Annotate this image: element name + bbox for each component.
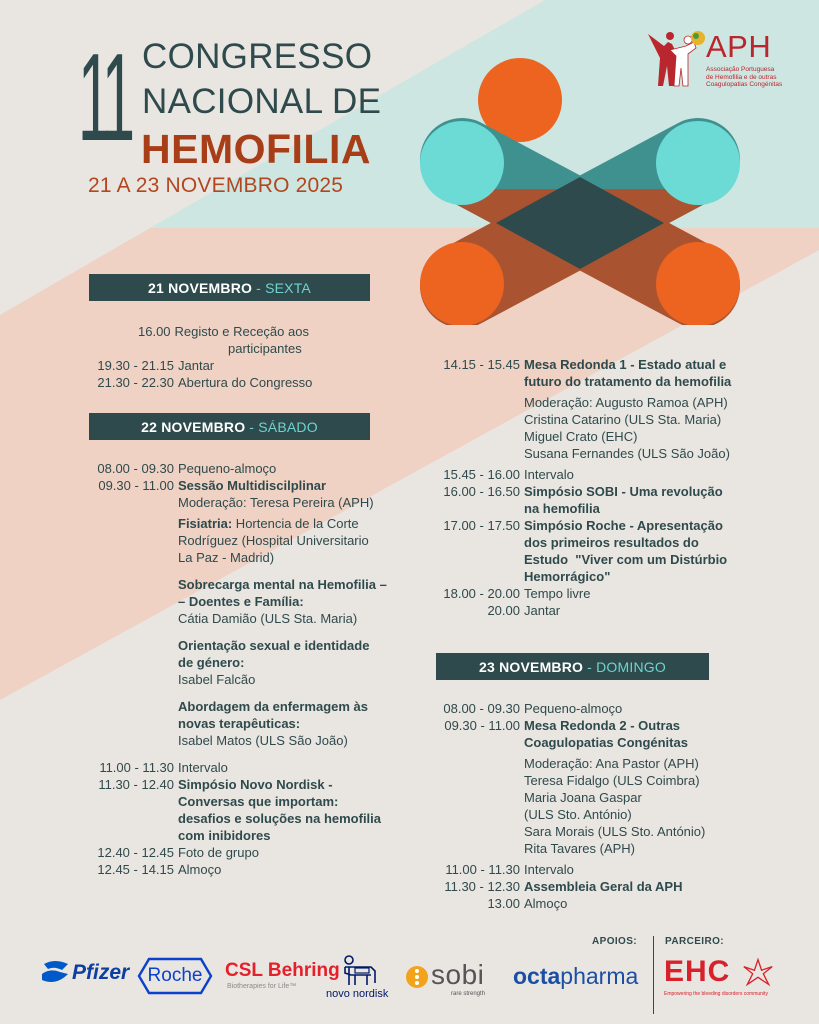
day-weekday xyxy=(249,419,318,435)
item-title: Almoço xyxy=(178,862,222,877)
pharma-wordmark: pharma xyxy=(560,963,639,989)
item-title: Mesa Redonda 1 - Estado atual e xyxy=(524,357,727,372)
panelist: Rita Tavares (APH) xyxy=(524,841,636,856)
item-title-cont: Conversas que importam: xyxy=(178,794,339,809)
topic-speaker: Isabel Matos (ULS São João) xyxy=(178,733,348,748)
topic xyxy=(178,515,420,566)
day-sep: - xyxy=(256,279,266,296)
item-title: Simpósio Novo Nordisk - xyxy=(178,777,333,792)
spacer xyxy=(90,323,138,340)
schedule-item xyxy=(90,759,420,776)
schedule-item xyxy=(90,357,380,374)
schedule-item xyxy=(436,717,806,734)
schedule-item xyxy=(90,477,420,494)
topic-speaker: Cátia Damião (ULS Sta. Maria) xyxy=(178,611,358,626)
edition-number-box xyxy=(78,36,136,164)
schedule-item xyxy=(436,466,806,483)
item-title: Assembleia Geral da APH xyxy=(524,879,683,894)
schedule-item xyxy=(436,483,806,500)
schedule-item xyxy=(436,585,806,602)
spacer xyxy=(90,688,420,698)
topic-label: Abordagem da enfermagem às xyxy=(178,699,369,714)
spacer xyxy=(90,749,420,759)
ehc-star-icon xyxy=(740,956,776,988)
aph-figures-icon xyxy=(646,28,706,88)
item-time: 15.45 - 16.00 xyxy=(443,467,520,482)
item-title: Foto de grupo xyxy=(178,845,259,860)
item-title: Almoço xyxy=(524,896,568,911)
day-weekday xyxy=(256,280,311,296)
item-title: Intervalo xyxy=(524,467,574,482)
item-time: 16.00 xyxy=(138,324,171,339)
item-title: Pequeno-almoço xyxy=(524,701,623,716)
item-time: 21.30 - 22.30 xyxy=(97,375,174,390)
item-time: 13.00 xyxy=(487,896,520,911)
roche-logo xyxy=(137,957,213,995)
aph-name-line: Associação Portuguesa xyxy=(706,66,775,73)
day-date: 22 NOVEMBRO xyxy=(141,418,246,435)
schedule-item xyxy=(90,374,380,391)
item-title-cont: na hemofilia xyxy=(524,501,600,516)
item-time: 11.00 - 11.30 xyxy=(99,760,174,775)
supports-label: APOIOS: xyxy=(592,936,638,947)
item-title-cont: dos primeiros resultados do xyxy=(524,535,699,550)
topic-label: novas terapêuticas: xyxy=(178,716,301,731)
sobi-tagline: rare strength xyxy=(451,991,486,997)
topic-label: Orientação sexual e identidade xyxy=(178,638,370,653)
octa-wordmark: octa xyxy=(513,963,561,989)
title-hemofilia: HEMOFILIA xyxy=(141,126,371,172)
item-time: 20.00 xyxy=(487,603,520,618)
schedule-item xyxy=(436,356,806,373)
partner-label: PARCEIRO: xyxy=(665,936,724,947)
left-teal-circle xyxy=(420,121,504,205)
day-header-21 xyxy=(89,274,370,301)
panelist: Moderação: Augusto Ramoa (APH) xyxy=(524,395,728,410)
novo-wordmark: novo nordisk xyxy=(326,988,389,1000)
moderation: Moderação: Teresa Pereira (APH) xyxy=(178,495,374,510)
panelist: (ULS Sto. António) xyxy=(524,807,632,822)
topic-speaker-line: La Paz - Madrid) xyxy=(178,550,275,565)
item-title: Jantar xyxy=(524,603,561,618)
item-title: Mesa Redonda 2 - Outras xyxy=(524,718,681,733)
item-time: 12.40 - 12.45 xyxy=(97,845,174,860)
item-time: 08.00 - 09.30 xyxy=(443,701,520,716)
topic-line xyxy=(178,515,420,532)
ehc-logo xyxy=(664,956,814,1006)
topic-label: – Doentes e Família: xyxy=(178,594,304,609)
csl-behring-logo xyxy=(225,960,340,991)
novo-apis-bull-icon xyxy=(341,955,381,987)
schedule-item xyxy=(90,460,420,477)
topic xyxy=(178,576,420,627)
item-title: Pequeno-almoço xyxy=(178,461,277,476)
item-time: 11.00 - 11.30 xyxy=(445,862,520,877)
schedule-day-23 xyxy=(436,700,806,912)
item-time: 11.30 - 12.40 xyxy=(98,777,174,792)
sobi-wordmark: sobi xyxy=(431,959,485,990)
item-time: 09.30 - 11.00 xyxy=(98,478,174,493)
item-title-cont: Estudo "Viver com um Distúrbio xyxy=(524,552,728,567)
item-title: Simpósio SOBI - Uma revolução xyxy=(524,484,723,499)
csl-wordmark: CSL Behring xyxy=(225,960,340,981)
schedule-item xyxy=(436,861,806,878)
panelist: Sara Morais (ULS Sto. António) xyxy=(524,824,706,839)
day-sep: - xyxy=(587,658,597,675)
item-title-cont: participantes xyxy=(228,341,302,356)
item-title-cont: futuro do tratamento da hemofilia xyxy=(524,374,732,389)
item-time: 11.30 - 12.30 xyxy=(444,879,520,894)
aph-logo xyxy=(646,26,816,96)
topic xyxy=(178,698,420,749)
csl-tagline: Biotherapies for Life™ xyxy=(227,983,297,990)
spacer xyxy=(90,627,420,637)
pfizer-wordmark: Pfizer xyxy=(72,961,130,984)
topic-label: Sobrecarga mental na Hemofilia – xyxy=(178,577,387,592)
sobi-mark-icon xyxy=(405,965,429,989)
topic-label: de género: xyxy=(178,655,245,670)
item-time: 09.30 - 11.00 xyxy=(444,718,520,733)
event-dates: 21 A 23 NOVEMBRO 2025 xyxy=(88,174,344,197)
day-header-23 xyxy=(436,653,709,680)
item-time: 18.00 - 20.00 xyxy=(443,586,520,601)
aph-name xyxy=(706,66,782,89)
ehc-tagline: Empowering the bleeding disorders community xyxy=(664,991,768,997)
pfizer-mark-icon xyxy=(40,960,70,986)
schedule-item xyxy=(436,700,806,717)
schedule-day-21 xyxy=(90,323,380,391)
schedule-day-22-right xyxy=(436,356,806,619)
footer-divider xyxy=(653,936,654,1014)
item-title: Jantar xyxy=(178,358,215,373)
aph-acronym: APH xyxy=(706,29,772,64)
item-title: Intervalo xyxy=(178,760,228,775)
day-date: 21 NOVEMBRO xyxy=(148,279,253,296)
schedule-day-22-left xyxy=(90,460,420,878)
topic-speaker-line: Rodríguez (Hospital Universitario xyxy=(178,533,369,548)
day-header-22 xyxy=(89,413,370,440)
schedule-item xyxy=(436,517,806,534)
item-title-cont: desafios e soluções na hemofilia xyxy=(178,811,382,826)
aph-name-line: de Hemofilia e de outras xyxy=(706,73,777,81)
title-congresso: CONGRESSO xyxy=(142,37,373,76)
panelist: Cristina Catarino (ULS Sta. Maria) xyxy=(524,412,722,427)
item-time: 19.30 - 21.15 xyxy=(97,358,174,373)
item-title-cont: Hemorrágico" xyxy=(524,569,611,584)
schedule-item xyxy=(436,878,806,895)
schedule-item xyxy=(90,844,420,861)
novo-nordisk-logo xyxy=(326,955,396,1005)
panelist: Susana Fernandes (ULS São João) xyxy=(524,446,730,461)
item-title: Simpósio Roche - Apresentação xyxy=(524,518,723,533)
day-weekday xyxy=(587,659,666,675)
item-time: 16.00 - 16.50 xyxy=(443,484,520,499)
roche-wordmark: Roche xyxy=(147,965,203,986)
sobi-logo xyxy=(405,960,505,1000)
day-date: 23 NOVEMBRO xyxy=(479,658,584,675)
topic xyxy=(178,637,420,688)
right-orange-circle xyxy=(656,242,740,325)
panelist: Moderação: Ana Pastor (APH) xyxy=(524,756,699,771)
item-title: Abertura do Congresso xyxy=(178,375,313,390)
schedule-item xyxy=(90,861,420,878)
day-sep: - xyxy=(249,418,259,435)
left-orange-circle xyxy=(420,242,504,325)
topic-speaker: Hortencia de la Corte xyxy=(232,516,359,531)
item-title: Sessão Multidiscilplinar xyxy=(178,478,327,493)
item-title-cont: com inibidores xyxy=(178,828,271,843)
item-title-cont: Coagulopatias Congénitas xyxy=(524,735,688,750)
item-title: Tempo livre xyxy=(524,586,591,601)
panelist: Miguel Crato (EHC) xyxy=(524,429,638,444)
topic-label: Fisiatria: xyxy=(178,516,233,531)
topic-speaker: Isabel Falcão xyxy=(178,672,256,687)
ehc-wordmark: EHC xyxy=(664,955,731,988)
panelist: Maria Joana Gaspar xyxy=(524,790,642,805)
schedule-item xyxy=(90,776,420,793)
item-time: 12.45 - 14.15 xyxy=(97,862,174,877)
panelist: Teresa Fidalgo (ULS Coimbra) xyxy=(524,773,700,788)
item-time: 17.00 - 17.50 xyxy=(443,518,520,533)
schedule-item xyxy=(436,895,806,912)
right-teal-circle xyxy=(656,121,740,205)
title-nacional-de: NACIONAL DE xyxy=(142,82,382,121)
item-title: Registo e Receção aos xyxy=(174,324,309,339)
schedule-item xyxy=(436,602,806,619)
edition-number: 11 xyxy=(78,36,131,164)
day-weekday-text: DOMINGO xyxy=(596,658,666,675)
day-weekday-text: SÁBADO xyxy=(258,418,318,435)
item-time: 14.15 - 15.45 xyxy=(443,357,520,372)
item-title: Intervalo xyxy=(524,862,574,877)
day-weekday-text: SEXTA xyxy=(265,279,311,296)
aph-name-line: Coagulopatias Congénitas xyxy=(706,81,783,88)
item-time: 08.00 - 09.30 xyxy=(97,461,174,476)
spacer xyxy=(90,566,420,576)
octapharma-logo xyxy=(513,963,638,989)
schedule-item xyxy=(90,323,380,340)
